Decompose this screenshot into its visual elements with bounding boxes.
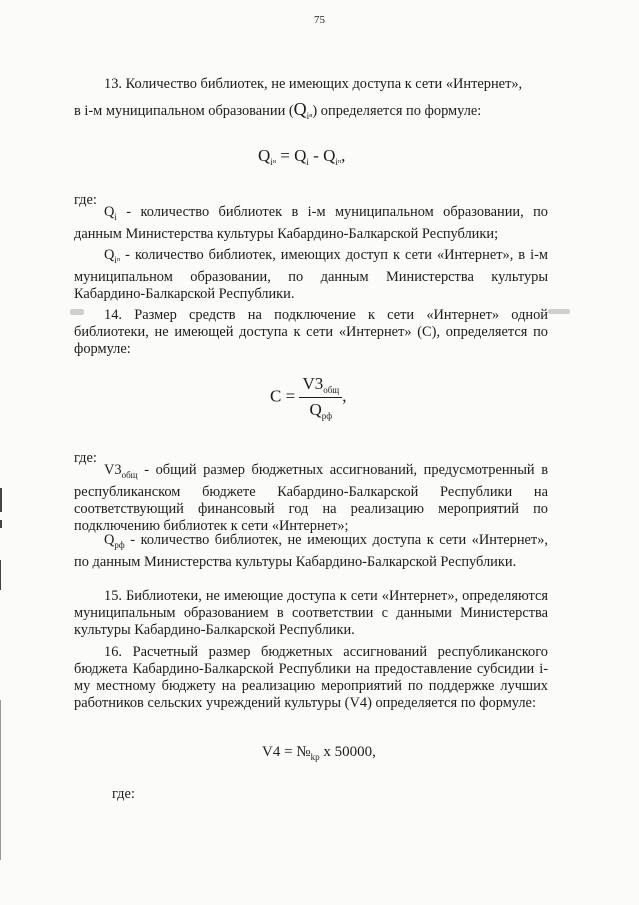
symbol-q: Q <box>309 400 322 419</box>
symbol-c: C <box>270 386 282 406</box>
symbol-q: Q <box>104 532 115 548</box>
symbol-v3: V3 <box>104 462 122 478</box>
definition-qrf <box>74 532 548 571</box>
symbol-i: i <box>335 157 338 167</box>
symbol-i: i <box>306 157 309 167</box>
formula-qi <box>258 146 345 167</box>
formula-v4-left: V4 = № <box>262 744 311 760</box>
symbol-equals: = <box>276 146 295 165</box>
paragraph-15: 15. Библиотеки, не имеющие доступа к сети «Интернет», определяются муниципальным образованием в соответствии с данными Министерства культуры Кабардино-Балкарской Республики. <box>74 588 548 638</box>
symbol-minus: - <box>308 146 324 165</box>
symbol-comma: , <box>341 146 346 165</box>
formula-v4-subscript: kp <box>310 752 320 762</box>
scan-edge-mark <box>0 520 2 528</box>
paragraph-13-text-b: в i-м муниципальном образовании ( <box>74 103 294 119</box>
paragraph-13-text-c: ) определяется по формуле: <box>312 103 482 119</box>
symbol-rf: рф <box>114 540 125 550</box>
scan-edge-mark <box>0 488 2 512</box>
paragraph-13-line1: 13. Количество библиотек, не имеющих доступа к сети «Интернет», <box>104 76 523 92</box>
definition-qip <box>74 247 548 303</box>
symbol-obsh: общ <box>121 470 138 480</box>
symbol-q: Q <box>323 146 336 165</box>
paragraph-13-line2 <box>74 101 548 125</box>
symbol-q: Q <box>104 247 115 263</box>
fraction-denominator <box>299 398 342 421</box>
definition-qip-text: - количество библиотек, имеющих доступ к сети «Интернет», в i-м муниципальном образовании, по данным Министерства культуры Кабардино-Балкарской Республики. <box>74 247 548 302</box>
symbol-q: Q <box>258 146 271 165</box>
paragraph-14: 14. Размер средств на подключение к сети «Интернет» одной библиотеки, не имеющей доступа к сети «Интернет» (С), определяется по формуле: <box>74 307 548 357</box>
where-label-1: где: <box>74 192 97 208</box>
paragraph-16: 16. Расчетный размер бюджетных ассигнований республиканского бюджета Кабардино-Балкарской Республики на предоставление субсидии i-му местному бюджету на реализацию мероприятий по поддержке лучших работников сельских учреждений культуры (V4) определяется по формуле: <box>74 644 548 711</box>
symbol-ip: п <box>337 159 342 165</box>
formula-v4 <box>262 744 376 762</box>
symbol-rf: рф <box>321 411 333 421</box>
symbol-q: Q <box>104 204 115 220</box>
definition-qi <box>74 204 548 243</box>
fraction-numerator <box>299 374 342 398</box>
symbol-ii: и <box>309 113 313 119</box>
definition-qi-text: - количество библиотек в i-м муниципальном образовании, по данным Министерства культуры Кабардино-Балкарской Республики; <box>74 204 548 242</box>
where-label-3: где: <box>112 786 135 802</box>
symbol-obsh: общ <box>323 385 340 395</box>
scan-smudge <box>70 309 84 315</box>
scan-smudge <box>548 309 570 314</box>
symbol-equals: = <box>281 386 300 406</box>
symbol-i: i <box>270 157 273 167</box>
symbol-q: Q <box>293 99 307 119</box>
symbol-i: i <box>306 111 310 121</box>
symbol-v3: V3 <box>302 374 324 393</box>
symbol-i: i <box>114 212 117 222</box>
symbol-ip: п <box>116 257 121 263</box>
scan-edge-mark <box>0 700 1 860</box>
page-number: 75 <box>314 14 325 26</box>
symbol-i: i <box>114 255 117 265</box>
fraction <box>299 374 342 421</box>
where-label-2: где: <box>74 450 97 466</box>
definition-v3 <box>74 462 548 535</box>
formula-c <box>270 374 346 421</box>
symbol-comma: , <box>342 386 347 406</box>
symbol-q: Q <box>294 146 307 165</box>
definition-qrf-text: - количество библиотек, не имеющих доступа к сети «Интернет», по данным Министерства культуры Кабардино-Балкарской Республики. <box>74 532 548 570</box>
symbol-ii: и <box>272 159 277 165</box>
definition-v3-text: - общий размер бюджетных ассигнований, предусмотренный в республиканском бюджете Кабардино-Балкарской Республики на соответствующий финансовый год на реализацию мероприятий по подключению библиотек к сети «Интернет»; <box>74 462 548 534</box>
scan-edge-mark <box>0 560 1 590</box>
formula-v4-right: x 50000, <box>319 744 376 760</box>
